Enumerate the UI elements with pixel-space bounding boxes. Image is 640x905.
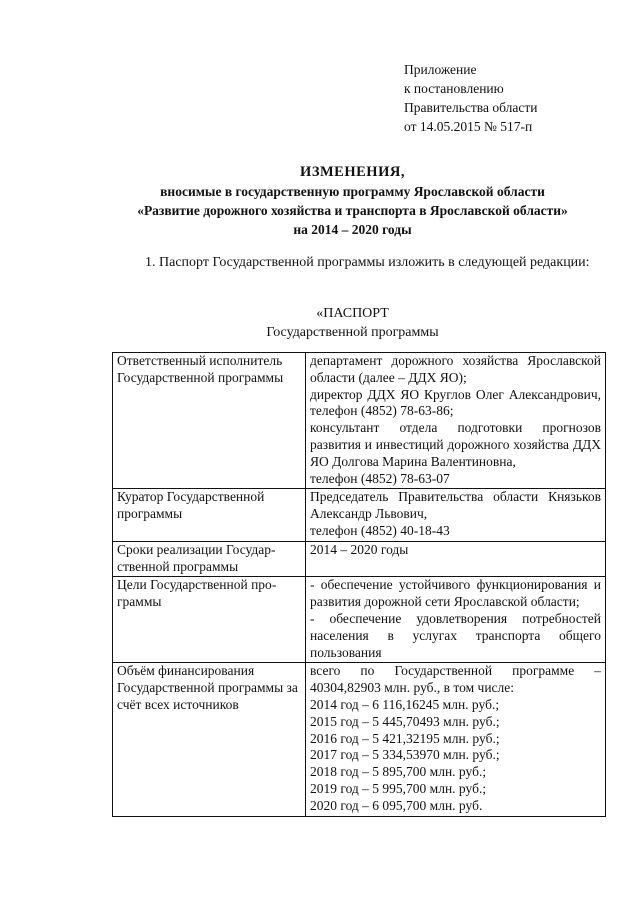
table-row — [113, 489, 606, 541]
row-label: Ответственный исполнитель Государственной программы — [113, 353, 306, 489]
row-value-line: 2015 год – 5 445,70493 млн. руб.; — [310, 713, 500, 729]
row-value — [306, 489, 606, 541]
row-label: Куратор Государственной программы — [113, 489, 306, 541]
passport-table-body — [113, 353, 606, 817]
row-value-line: всего по Государственной программе – 40304,82903 млн. руб., в том числе: — [310, 663, 601, 696]
appendix-line: от 14.05.2015 № 517-п — [404, 119, 533, 134]
row-value-line: - обеспечение удовлетворения потребностей населения в услугах транспорта общего пользования — [310, 610, 601, 660]
row-value-line: 2014 – 2020 годы — [310, 541, 409, 557]
row-value-line: директор ДДХ ЯО Круглов Олег Александрович, телефон (4852) 78-63-86; — [310, 386, 601, 419]
document-title — [100, 162, 605, 239]
passport-table — [112, 352, 606, 817]
row-label: Цели Государственной программы — [113, 577, 306, 663]
appendix-line: к постановлению — [404, 81, 504, 96]
row-value-line: 2019 год – 5 995,700 млн. руб.; — [310, 780, 487, 796]
appendix-note — [404, 60, 537, 136]
passport-heading: «ПАСПОРТ — [316, 306, 389, 321]
row-value-line: консультант отдела подготовки прогнозов развития и инвестиций дорожного хозяйства ДДХ ЯО Долгова Марина Валентиновна, — [310, 420, 601, 469]
table-row — [113, 541, 606, 577]
row-value-line: телефон (4852) 78-63-07 — [310, 470, 450, 486]
row-value — [306, 353, 606, 489]
title-main: ИЗМЕНЕНИЯ, — [300, 164, 405, 180]
title-line: «Развитие дорожного хозяйства и транспорта в Ярославской области» — [137, 203, 568, 218]
title-line: вносимые в государственную программу Ярославской области — [160, 184, 545, 199]
row-value — [306, 663, 606, 816]
row-value — [306, 541, 606, 577]
row-value-line: 2018 год – 5 895,700 млн. руб.; — [310, 764, 487, 780]
intro-paragraph: 1. Паспорт Государственной программы изложить в следующей редакции: — [145, 255, 590, 270]
row-value-line: 2017 год – 5 334,53970 млн. руб.; — [310, 747, 500, 763]
table-row — [113, 577, 606, 663]
row-label: Сроки реализации Государственной программы — [113, 541, 306, 577]
row-value-line: 2020 год – 6 095,700 млн. руб. — [310, 797, 483, 813]
passport-heading-block — [100, 304, 605, 342]
passport-subheading: Государственной программы — [266, 325, 439, 340]
row-value-line: телефон (4852) 40-18-43 — [310, 522, 450, 538]
appendix-line: Правительства области — [404, 100, 538, 115]
row-label: Объём финансирования Государственной программы за счёт всех источников — [113, 663, 306, 816]
row-value-line: департамент дорожного хозяйства Ярославской области (далее – ДДХ ЯО); — [310, 353, 601, 385]
row-value-line: Председатель Правительства области Князьков Александр Львович, — [310, 489, 601, 522]
table-row — [113, 353, 606, 489]
row-value-line: 2014 год – 6 116,16245 млн. руб.; — [310, 696, 500, 712]
title-line: на 2014 – 2020 годы — [293, 222, 412, 237]
row-value-line: 2016 год – 5 421,32195 млн. руб.; — [310, 730, 500, 746]
table-row — [113, 663, 606, 816]
row-value — [306, 577, 606, 663]
row-value-line: - обеспечение устойчивого функционирования и развития дорожной сети Ярославской области; — [310, 577, 601, 610]
appendix-line: Приложение — [404, 62, 477, 77]
